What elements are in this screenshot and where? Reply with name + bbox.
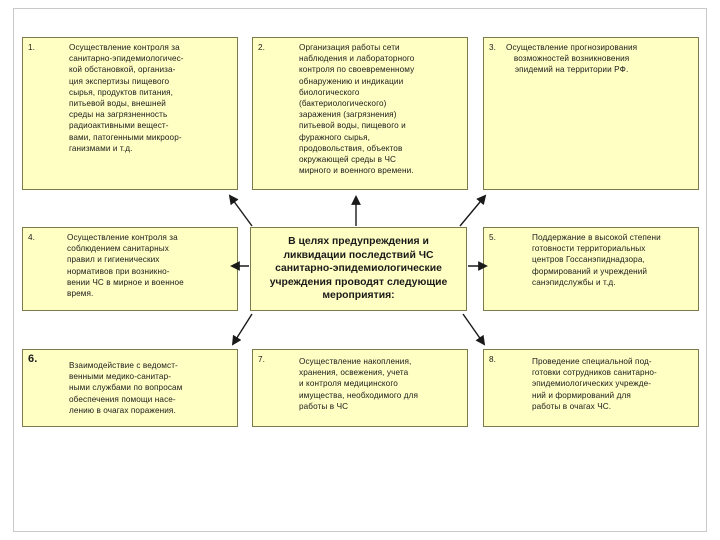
arrow-to-box-6 <box>233 314 252 344</box>
measure-number: 8. <box>489 355 497 364</box>
measure-text: Взаимодействие с ведомст- венными медико-санитар- ными службами по вопросам обеспечения помощи насе- лению в очагах поражения. <box>69 361 183 415</box>
arrow-to-box-8 <box>463 314 484 344</box>
measure-text: Поддержание в высокой степени готовности территориальных центров Госсанэпиднадзора, формирований и учреждений санэпидслужбы и т.д. <box>532 233 661 287</box>
measure-number: 5. <box>489 233 497 242</box>
measure-text: Организация работы сети наблюдения и лабораторного контроля по своевременному обнаружению и индикации биологического (бактериологического) заражения (загрязнения) питьевой воды, пищевого и фуражного сырья, продовольствия, объектов окружающей среды в ЧС мирного и военного времени. <box>299 43 415 176</box>
measure-number: 6. <box>28 353 38 365</box>
measure-number: 4. <box>28 233 36 242</box>
measure-number: 1. <box>28 43 36 52</box>
measure-text: Осуществление прогнозирования возможностей возникновения эпидемий на территории РФ. <box>506 43 638 75</box>
measure-text: Осуществление контроля за санитарно-эпидемиологичес- кой обстановкой, организа- ция экспертизы пищевого сырья, продуктов питания, питьевой воды, внешней среды на загрязненность радиоактивными вещест- вами, патогенными микроор- ганизмами и т.д. <box>69 43 184 153</box>
measure-text: Осуществление накопления, хранения, освежения, учета и контроля медицинского имущества, необходимого для работы в ЧС <box>299 357 419 411</box>
arrow-to-box-1 <box>230 196 252 226</box>
measure-text: Осуществление контроля за соблюдением санитарных правил и гигиенических нормативов при возникно- вении ЧС в мирное и военное время. <box>67 233 184 299</box>
measure-text: Проведение специальной под- готовки сотрудников санитарно- эпидемиологических учрежде- ний и формирований для работы в очагах ЧС. <box>532 357 657 411</box>
central-statement: В целях предупреждения и ликвидации последствий ЧС санитарно-эпидемиологические учреждения проводят следующие мероприятия: <box>250 227 467 311</box>
measure-number: 7. <box>258 355 266 364</box>
measure-number: 2. <box>258 43 266 52</box>
arrow-to-box-3 <box>460 196 485 226</box>
measure-number: 3. <box>489 43 497 52</box>
